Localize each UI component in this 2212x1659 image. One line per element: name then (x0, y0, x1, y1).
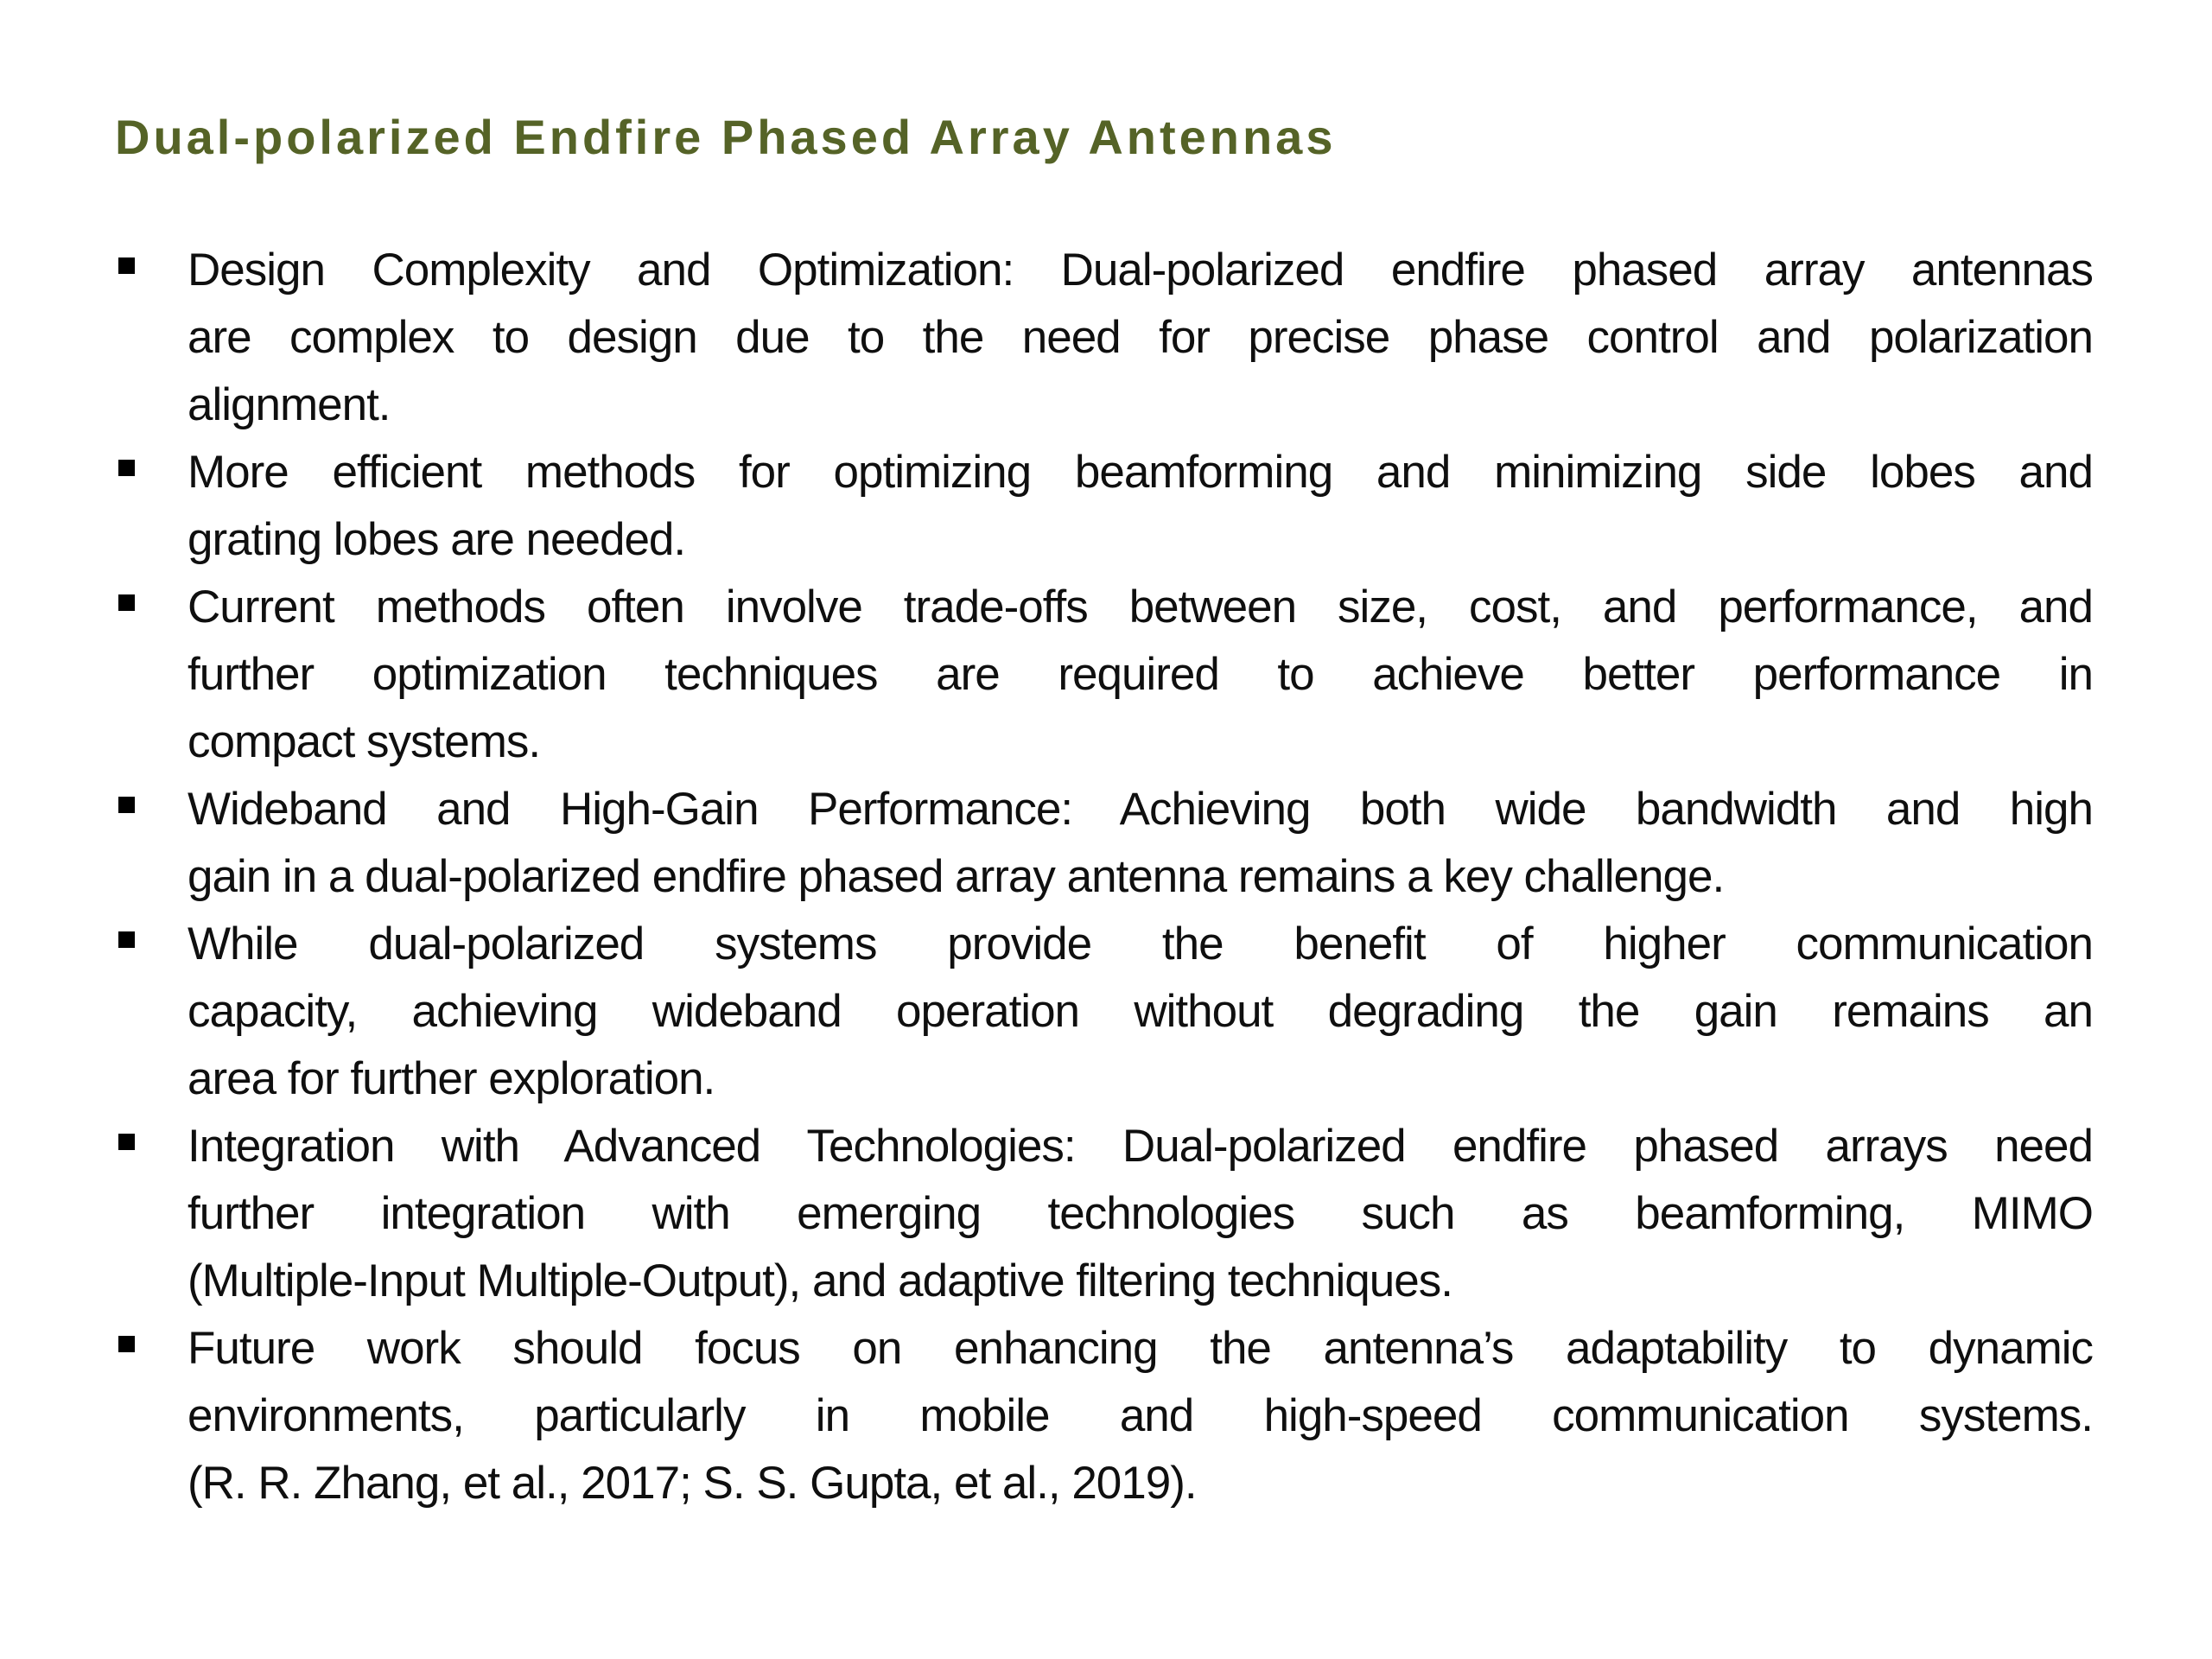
bullet-line: Future work should focus on enhancing the antenna’s adaptability to dynamic (188, 1323, 2093, 1374)
bullet-line: are complex to design due to the need for precise phase control and polarization (188, 312, 2093, 363)
square-bullet-icon (118, 257, 135, 274)
bullet-line: compact systems. (188, 716, 541, 767)
bullet-text (188, 776, 2093, 911)
bullet-line: Integration with Advanced Technologies: Dual-polarized endfire phased arrays need (188, 1121, 2093, 1172)
bullet-item (114, 911, 2093, 1113)
bullet-item (114, 1315, 2093, 1517)
bullet-line: grating lobes are needed. (188, 514, 686, 565)
bullet-line: Current methods often involve trade-offs between size, cost, and performance, and (188, 582, 2093, 632)
bullet-line: (Multiple-Input Multiple-Output), and adaptive filtering techniques. (188, 1255, 1452, 1306)
bullet-line: alignment. (188, 379, 391, 430)
bullet-line: Wideband and High-Gain Performance: Achieving both wide bandwidth and high (188, 784, 2093, 835)
bullet-text (188, 911, 2093, 1113)
bullet-line: While dual-polarized systems provide the benefit of higher communication (188, 918, 2093, 969)
bullet-item (114, 1113, 2093, 1315)
bullet-line: further integration with emerging technologies such as beamforming, MIMO (188, 1188, 2093, 1239)
bullet-line: environments, particularly in mobile and high-speed communication systems. (188, 1390, 2093, 1441)
bullet-item (114, 574, 2093, 776)
bullet-list (114, 237, 2093, 1517)
square-bullet-icon (118, 1134, 135, 1150)
bullet-line: further optimization techniques are required to achieve better performance in (188, 649, 2093, 700)
bullet-line: capacity, achieving wideband operation without degrading the gain remains an (188, 986, 2093, 1037)
bullet-line: (R. R. Zhang, et al., 2017; S. S. Gupta, et al., 2019). (188, 1458, 1197, 1509)
square-bullet-icon (118, 797, 135, 813)
square-bullet-icon (118, 460, 135, 476)
bullet-line: gain in a dual-polarized endfire phased array antenna remains a key challenge. (188, 851, 1725, 902)
bullet-item (114, 237, 2093, 439)
slide-title: Dual-polarized Endfire Phased Array Antennas (115, 110, 1337, 164)
square-bullet-icon (118, 1336, 135, 1352)
bullet-line: area for further exploration. (188, 1053, 715, 1104)
bullet-text (188, 1315, 2093, 1517)
square-bullet-icon (118, 931, 135, 948)
bullet-item (114, 776, 2093, 911)
bullet-item (114, 439, 2093, 574)
bullet-text (188, 574, 2093, 776)
bullet-line: More efficient methods for optimizing beamforming and minimizing side lobes and (188, 447, 2093, 498)
square-bullet-icon (118, 594, 135, 611)
bullet-text (188, 1113, 2093, 1315)
bullet-text (188, 237, 2093, 439)
bullet-text (188, 439, 2093, 574)
bullet-line: Design Complexity and Optimization: Dual-polarized endfire phased array antennas (188, 245, 2093, 296)
